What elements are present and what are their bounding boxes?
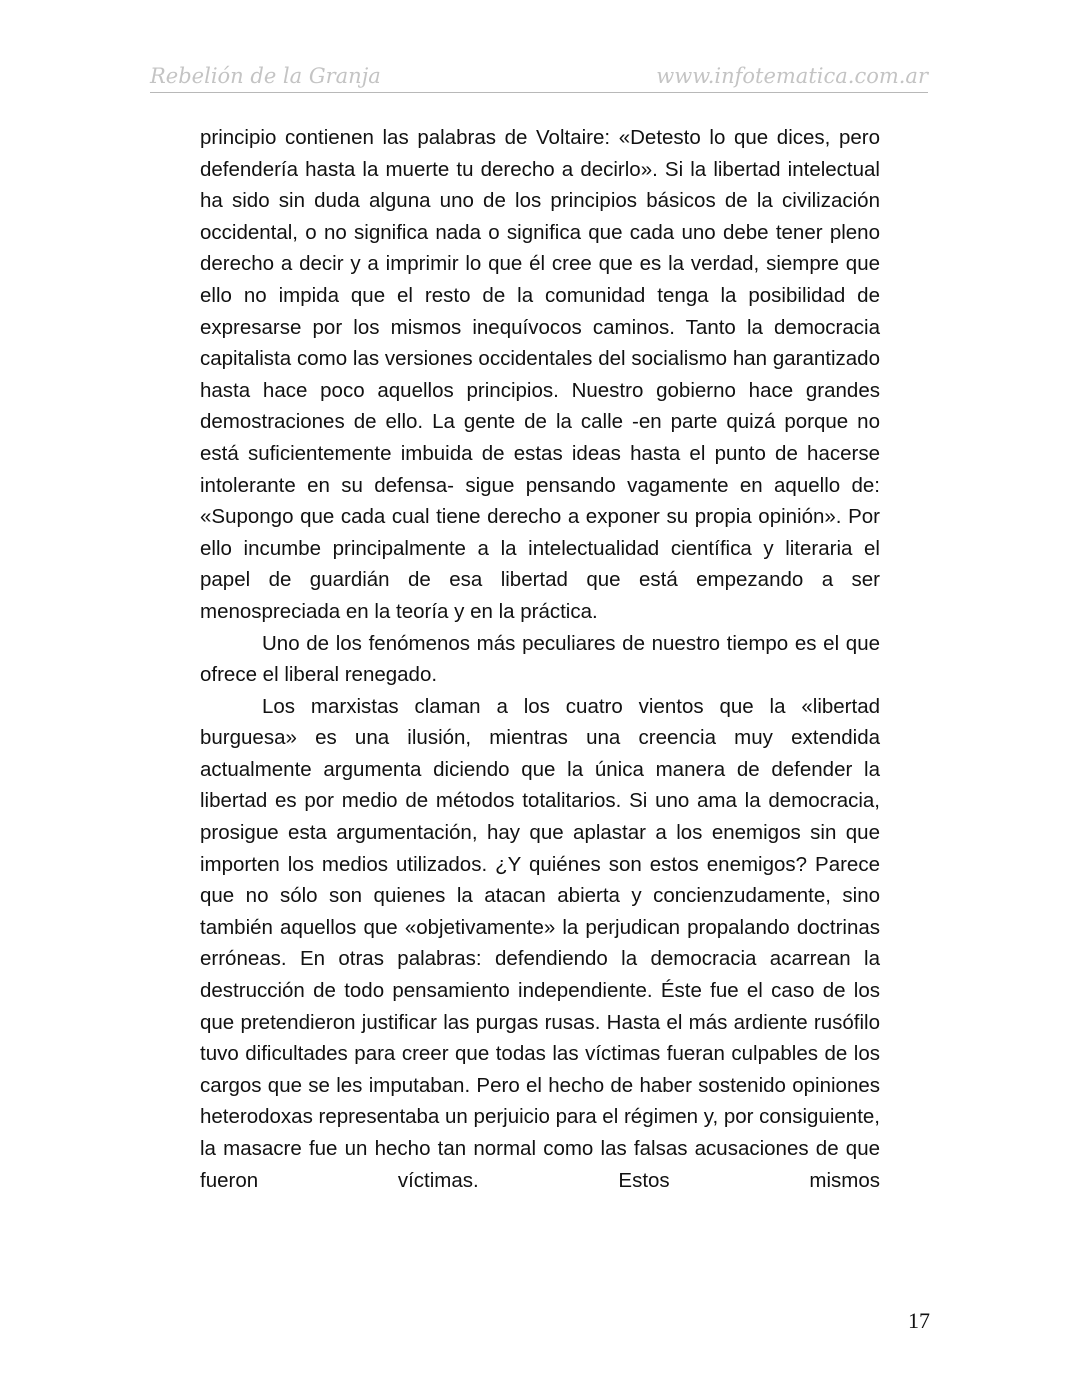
paragraph: principio contienen las palabras de Voltaire: «Detesto lo que dices, pero defendería hasta la muerte tu derecho a decirlo». Si la libertad intelectual ha sido sin duda alguna uno de los principios básicos de la civilización occidental, o no significa nada o significa que cada uno debe tener pleno derecho a decir y a imprimir lo que él cree que es la verdad, siempre que ello no impida que el resto de la comunidad tenga la posibilidad de expresarse por los mismos inequívocos caminos. Tanto la democracia capitalista como las versiones occidentales del socialismo han garantizado hasta hace poco aquellos principios. Nuestro gobierno hace grandes demostraciones de ello. La gente de la calle -en parte quizá porque no está suficientemente imbuida de estas ideas hasta el punto de hacerse intolerante en su defensa- sigue pensando vagamente en aquello de: «Supongo que cada cual tiene derecho a exponer su propia opinión». Por ello incumbe principalmente a la intelectualidad científica y literaria el papel de guardián de esa libertad que está empezando a ser menospreciada en la teoría y en la práctica. — [200, 126, 880, 623]
paragraph: Los marxistas claman a los cuatro vientos que la «libertad burguesa» es una ilusión, mientras una creencia muy extendida actualmente argumenta diciendo que la única manera de defender la libertad es por medio de métodos totalitarios. Si uno ama la democracia, prosigue esta argumentación, hay que aplastar a los enemigos sin que importen los medios utilizados. ¿Y quiénes son estos enemigos? Parece que no sólo son quienes la atacan abierta y concienzudamente, sino también aquellos que «objetivamente» la perjudican propalando doctrinas erróneas. En otras palabras: defendiendo la democracia acarrean la destrucción de todo pensamiento independiente. Éste fue el caso de los que pretendieron justificar las purgas rusas. Hasta el más ardiente rusófilo tuvo dificultades para creer que todas las víctimas fueran culpables de los cargos que se les imputaban. Pero el hecho de haber sostenido opiniones heterodoxas representaba un perjuicio para el régimen y, por consiguiente, la masacre fue un hecho tan normal como las falsas acusaciones de que fueron víctimas. Estos mismos — [200, 694, 880, 1192]
body-text — [200, 122, 880, 1196]
page-header — [150, 62, 928, 93]
page-number: 17 — [908, 1308, 930, 1333]
paragraph: Uno de los fenómenos más peculiares de nuestro tiempo es el que ofrece el liberal renegado. — [200, 631, 880, 687]
book-title: Rebelión de la Granja — [150, 64, 381, 88]
website-url: www.infotematica.com.ar — [656, 64, 928, 88]
